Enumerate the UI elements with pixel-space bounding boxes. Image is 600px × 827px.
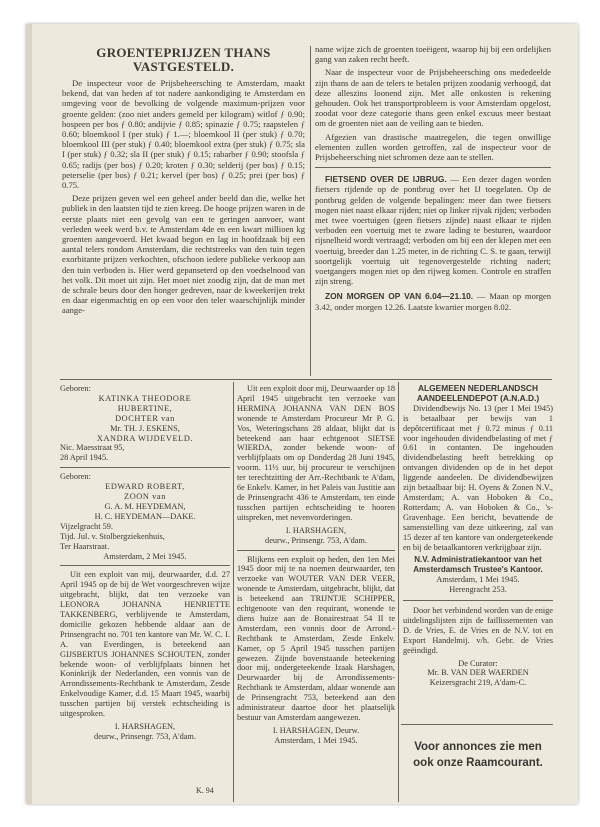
article-paragraph: name wijze zich de groenten toeëigent, waarop hij bij een ordelijken gang van zaken recht heeft. xyxy=(315,44,551,65)
notice-signature: Mr. B. VAN DER WAERDEN xyxy=(427,668,529,678)
notice-signature: N.V. Administratiekantoor van het Amsterdamsch Trustee's Kantoor. xyxy=(413,555,543,575)
legal-notice: Uit een exploit van mij, deurwaarder, d.d. 27 April 1945 op de bij de Wet voorgeschreven wijze uitgebracht, blijkt, dat ten verzoeke van LEONORA JOHANNA HENRIETTE TAKKENBERG, verblijvende te Amsterdam, domicilie gekozen hebbende aldaar aan de Prinsengracht no. 701 ten kantore van Mr. W. C. I. A. van Everdingen, is beteekend aan GIJSBERTUS JOHANNES SCHOUTEN, zonder bekende woon- of verblijfplaats binnen het Koninkrijk der Nederlanden, een vonnis van de Arrondissements-Rechtbank te Amsterdam, Zesde Enkelvoudige Kamer, d.d. 15 Maart 1945, waarbij tusschen partijen bij verstek echtscheiding is uitgesproken. xyxy=(60,570,230,719)
column-rule xyxy=(310,46,311,376)
notice-heading: AANDEELENDEPOT (A.N.A.D.) xyxy=(416,392,540,403)
horizontal-rule xyxy=(60,379,552,380)
bankruptcy-notice: Door het verbindend worden van de enige uitdelingslijsten zijn de faillissementen van D. de Vries, E. de Vries en de N.V. tot en Export Handelmij. v/h. Gebr. de Vries geëindigd. xyxy=(403,606,553,655)
column-rule xyxy=(398,382,399,802)
legal-notice: Blijkens een exploit op heden, den 1en Mei 1945 door mij te na noemen deurwaarder, ten verzoeke van WOUTER VAN DER VEER, wonende te Amsterdam, uitgebracht, blijkt, dat is beteekend aan TRIJNTJE SCHIPPER, echtgenoote van den requirant, wonende te diens huize aan de Bonairestraat 54 II te Amsterdam, een vonnis door de Arrond.-Rechtbank te Amsterdam, Zesde Enkelv. Kamer, op 5 April 1945 tusschen partijen gewezen. Zijnde bovenstaande beteekening door mij, ondergeteekende Izaak Harshagen, Deurwaarder bij de Arrondissements-Rechtbank te Amsterdam, aldaar wonende aan de Prinsengracht 753, beteekend aan den administrateur daartoe door het plaatselijk bestuur van Amsterdam aangewezen. xyxy=(237,554,395,722)
divider xyxy=(237,550,395,551)
notice-signature: I. HARSHAGEN, xyxy=(114,722,176,731)
notice-signature: I. HARSHAGEN, Deurw. xyxy=(272,725,360,735)
article-paragraph: Deze prijzen geven wel een geheel ander beeld dan die, welke het publiek in den laatsten tijd te zien kreeg. De hooge prijzen waren in de eerste plaats niet een gevolg van een te geringen aanvoer, want verleden week werd b.v. te Amsterdam 4de en een kwart millioen kg groenten aangevoerd. Het kwaad begon en lag in hoofdzaak bij een aantal telers rondom Amsterdam, die rechtstreeks van den tuin tegen exorbitante prijzen verkochten, ofschoon iedere publieke verkoop aan den tuin verboden is. Hier werd gepanseterd op den voedselnood van het volk. Dit moet uit zijn. Het moet niet zoodig zijn, dat de man met de schrale beurs door den honger gedreven, naar de kweekerijen trekt en daar eigenmachtig en op een voor den teler waarschijnlijk minder aange- xyxy=(62,193,305,316)
article-continued xyxy=(315,44,551,315)
announcements-middle xyxy=(237,384,395,746)
news-item-fietsend: FIETSEND OVER DE IJBRUG. — Een dezer dagen worden fietsers rijdende op de pontbrug over het IJ toegelaten. Op de pontbrug gelden de volgende bepalingen: meer dan twee fietsers mogen niet naast elkaar rijden; niet op linker rijvak rijden; verboden met twee voertuigen (geen fietsers zijnde) naast elkaar te rijden verboden een voertuig met te zware lading te besturen, waardoor rijsnelheid wordt vertraagd; verboden om bij een der klepen met een voertuig, breeder dan 1.25 meter, in de richting C. S. te gaan, terwijl soortgelijk voertuig uit tegenovergestelde richting nadert; voetgangers mogen niet op den rijweg komen. Controle en straffen zijn streng. xyxy=(315,174,551,287)
birth-announcement: Geboren: EDWARD ROBERT, ZOON van G. A. M. HEYDEMAN, H. C. HEYDEMAN—DAKE. Vijzelgracht 59. Tijd. Jul. v. Stolbergziekenhuis, Ter Haarstraat. Amsterdam, 2 Mei 1945. xyxy=(60,472,196,561)
legal-notice: Uit een exploit door mij, Deurwaarder op 18 April 1945 uitgebracht ten verzoeke van HERMINA JOHANNA VAN DEN BOS wonende te Amsterdam Procureur Mr P. G. Vos, Weteringschans 28 aldaar, blijkt dat is beteekend aan haar echtgenoot SIETSE WIERDA, zonder bekende woon- of verblijfplaats om op Donderdag 28 Juni 1945, voorm. 11½ uur, bij procureur te verschijnen ter terechtzitting der Arr.-Rechtbank te A'dam, 6e Enkelv. Kamer, in het Paleis van Justitie aan de Prinsengracht 436 te Amsterdam, ten einde tusschen partijen echtscheiding te hooren uitspreken, met nevenvorderingen. xyxy=(237,384,395,522)
notice-signature: Amsterdam, 1 Mei 1945. xyxy=(436,575,520,585)
ad-rule xyxy=(401,724,553,725)
article-paragraph: De inspecteur voor de Prijsbeheersching te Amsterdam, maakt bekend, dat van heden af tot nadere aankondiging te Amsterdam en omgeving voor de bevolking de volgende maximum-prijzen voor groente gelden: (zoo niet anders gemeld per kilogram) witlof ƒ 0.90; bospeen per bos ƒ 0.80; andijvie ƒ 0.85; spinazie ƒ 0.75; raapstelen ƒ 0.60; bloemkool I (per stuk) ƒ 1.—; bloemkool II (per stuk) ƒ 0.70; bloemkool III (per stuk) ƒ 0.40; bloemkool extra (per stuk) ƒ 0.75; sla I (per stuk) ƒ 0.32; sla II (per stuk) ƒ 0.15; rabarber ƒ 0.90; stoofsla ƒ 0.65; radijs (per bos) ƒ 0.20; kroten ƒ 0.30; selderij (per bos) ƒ 0.15; peterselie (per bos) ƒ 0.21; kervel (per bos) ƒ 0.25; prei (per bos) ƒ 0.75. xyxy=(62,78,305,191)
article-title: GROENTEPRIJZEN THANS VASTGESTELD. xyxy=(96,45,271,74)
section-rule xyxy=(315,167,551,168)
notice-heading: ALGEMEEN NEDERLANDSCH xyxy=(417,383,539,393)
divider xyxy=(60,467,230,468)
reference-code: K. 94 xyxy=(196,786,214,795)
notice-signature: De Curator: xyxy=(458,658,498,668)
divider xyxy=(60,565,230,566)
notice-signature: Amsterdam, 1 Mei 1945. xyxy=(274,735,358,745)
article-groenteprijzen xyxy=(62,44,305,319)
notice-signature: deurw., Prinsengr. 753, A'dam. xyxy=(94,731,196,741)
news-heading: ZON MORGEN OP VAN 6.04—21.10. xyxy=(325,291,474,302)
raamcourant-ad: Voor annonces zie men ook onze Raamcourant. xyxy=(413,741,543,769)
notice-signature: Herengracht 253. xyxy=(449,585,507,595)
notice-signature: Keizersgracht 219, A'dam-C. xyxy=(429,678,527,688)
divider xyxy=(403,600,553,601)
notice-signature: deurw., Prinsengr. 753, A'dam. xyxy=(265,535,367,545)
birth-announcement: Geboren: KATINKA THEODORE HUBERTINE, DOCHTER van Mr. TH. J. ESKENS, XANDRA WIJDEVELD. Nic. Maesstraat 95, 28 April 1945. xyxy=(60,384,194,463)
announcements-right xyxy=(403,384,553,688)
article-paragraph: Afgezien van drastische maatregelen, die tegen onwillige elementen zullen worden getroffen, zal de inspecteur voor de Prijsbeheersching niet schromen deze aan te stellen. xyxy=(315,131,551,163)
article-paragraph: Naar de inspecteur voor de Prijsbeheersching ons mededeelde zijn thans de aan de telers te betalen prijzen zoodanig verhoogd, dat deze alleszins loonend zijn. Met alle onkosten is rekening gehouden. Ook het transportprobleem is voor Amsterdam opgelost, zoodat voor deze categorie thans geen enkel excuus meer bestaat om de groenten niet aan de veiling aan te bieden. xyxy=(315,67,551,129)
news-heading: FIETSEND OVER DE IJBRUG. xyxy=(325,174,447,185)
news-item-zon: ZON MORGEN OP VAN 6.04—21.10. — Maan op morgen 3.42, onder morgen 12.26. Laatste kwartier morgen 8.02. xyxy=(315,291,551,312)
notice-signature: I. HARSHAGEN, xyxy=(285,525,347,535)
newspaper-page xyxy=(26,24,578,804)
column-rule xyxy=(233,382,234,802)
announcements-left xyxy=(60,384,230,742)
dividend-notice: Dividendbewijs No. 13 (per 1 Mei 1945) is betaalbaar per bewijs van 1 depôtcertificaat met ƒ 0.72 minus ƒ 0.11 voor ingehouden dividendbelasting of met ƒ 0.61 in contanten. De ingehouden dividendbelasting heeft betrekking op ontvangen dividenden op de in het depot liggende aandeelen. De dividendbewijzen zijn betaalbaar bij: H. Oyens & Zonen N.V., Amsterdam; A. van Hoboken & Co., Rotterdam; A. van Hoboken & Co., 's-Gravenhage. Een bericht, bevattende de samenstelling van deze uitkeering, zal van 15 dezer af ten kantore van ondergeteekende en bij de betaalkantoren verkrijgbaar zijn. xyxy=(403,403,553,552)
